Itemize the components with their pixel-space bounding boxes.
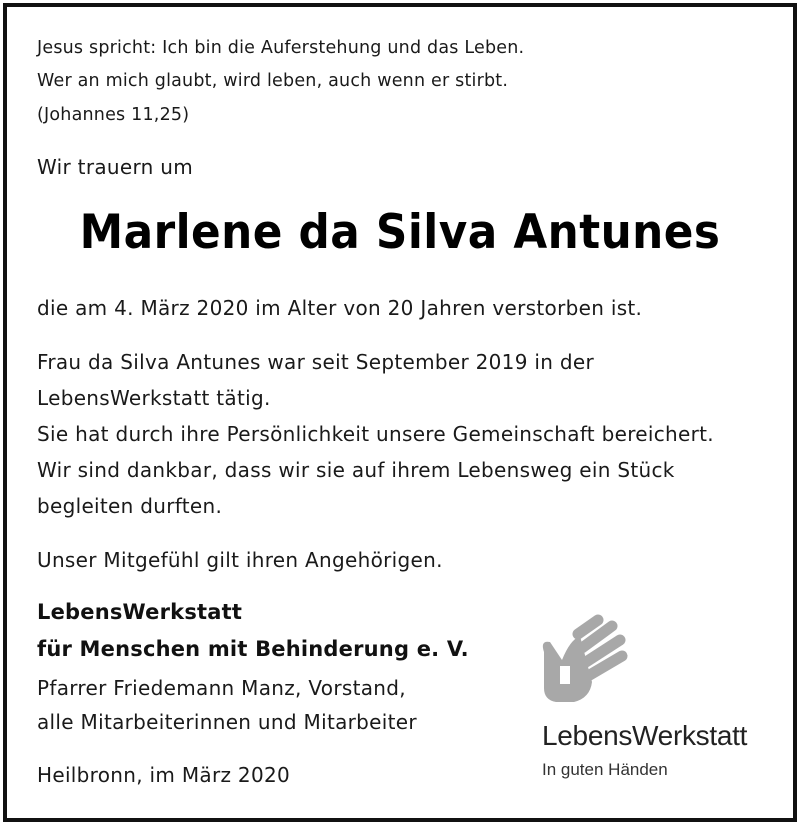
organization-name: LebensWerkstatt [37, 600, 243, 624]
bible-verse-reference: (Johannes 11,25) [37, 105, 190, 125]
deceased-name: Marlene da Silva Antunes [79, 205, 721, 260]
bible-verse-line-1: Jesus spricht: Ich bin die Auferstehung und das Leben. [37, 38, 525, 58]
lebenswerkstatt-logo [520, 612, 780, 802]
tribute-line: Wir sind dankbar, dass wir sie auf ihrem Lebensweg ein Stück [37, 458, 675, 482]
tribute-line: Frau da Silva Antunes war seit September 2019 in der [37, 350, 595, 374]
tribute-line: Sie hat durch ihre Persönlichkeit unsere Gemeinschaft bereichert. [37, 422, 714, 446]
place-and-date: Heilbronn, im März 2020 [37, 763, 291, 787]
condolence-text: Unser Mitgefühl gilt ihren Angehörigen. [37, 548, 443, 572]
hand-icon [530, 612, 640, 712]
logo-slogan: In guten Händen [542, 760, 668, 779]
organization-subtitle: für Menschen mit Behinderung e. V. [37, 637, 469, 661]
tribute-line: begleiten durften. [37, 494, 223, 518]
signer-line: Pfarrer Friedemann Manz, Vorstand, [37, 676, 406, 700]
signer-line: alle Mitarbeiterinnen und Mitarbeiter [37, 710, 417, 734]
bible-verse-line-2: Wer an mich glaubt, wird leben, auch wenn er stirbt. [37, 71, 509, 91]
logo-wordmark: LebensWerkstatt [542, 720, 748, 751]
tribute-line: LebensWerkstatt tätig. [37, 386, 271, 410]
intro-text: Wir trauern um [37, 155, 194, 179]
death-notice-line: die am 4. März 2020 im Alter von 20 Jahren verstorben ist. [37, 296, 643, 320]
